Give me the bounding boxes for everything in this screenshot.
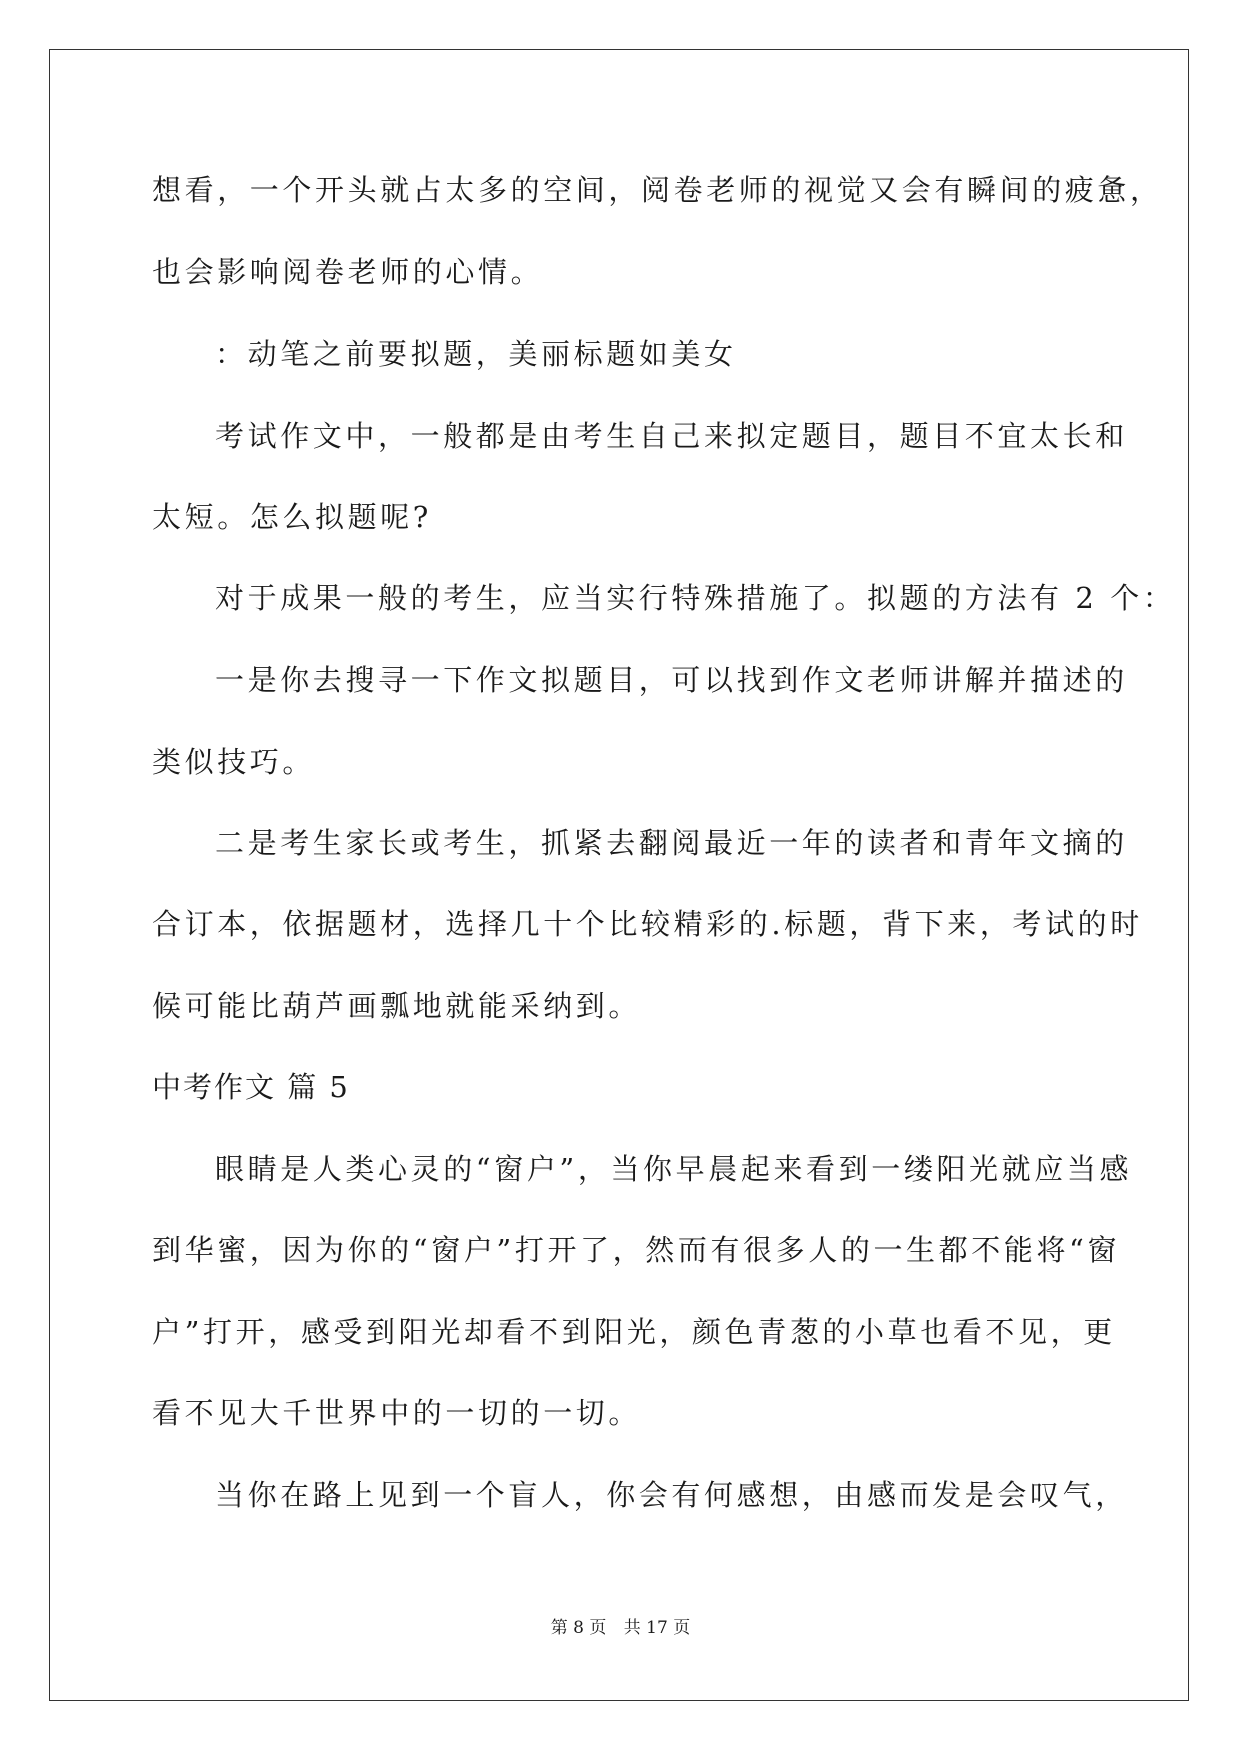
- section-heading: 中考作文 篇 5: [152, 1070, 350, 1104]
- text-line: 看不见大千世界中的一切的一切。: [152, 1396, 642, 1430]
- text-line: 户”打开，感受到阳光却看不到阳光，颜色青葱的小草也看不见，更: [152, 1315, 1116, 1349]
- text-line: 当你在路上见到一个盲人，你会有何感想，由感而发是会叹气，: [215, 1478, 1128, 1512]
- page-border: [49, 49, 1189, 1701]
- subheading: ：动笔之前要拟题，美丽标题如美女: [215, 337, 737, 371]
- text-line: 太短。怎么拟题呢?: [152, 500, 432, 534]
- text-line: 眼睛是人类心灵的“窗户”，当你早晨起来看到一缕阳光就应当感: [215, 1152, 1133, 1186]
- text-line: 考试作文中，一般都是由考生自己来拟定题目，题目不宜太长和: [215, 419, 1128, 453]
- text-line: 也会影响阅卷老师的心情。: [152, 255, 544, 289]
- text-line: 候可能比葫芦画瓢地就能采纳到。: [152, 989, 642, 1023]
- page-number: 第 8 页: [550, 1618, 607, 1638]
- text-line: 二是考生家长或考生，抓紧去翻阅最近一年的读者和青年文摘的: [215, 826, 1128, 860]
- text-line: 到华蜜，因为你的“窗户”打开了，然而有很多人的一生都不能将“窗: [152, 1233, 1121, 1267]
- text-line: 类似技巧。: [152, 745, 316, 779]
- text-line: 一是你去搜寻一下作文拟题目，可以找到作文老师讲解并描述的: [215, 663, 1128, 697]
- text-line: 想看，一个开头就占太多的空间，阅卷老师的视觉又会有瞬间的疲惫，: [152, 173, 1163, 207]
- text-line: 合订本，依据题材，选择几十个比较精彩的.标题，背下来，考试的时: [152, 907, 1143, 941]
- text-line: 对于成果一般的考生，应当实行特殊措施了。拟题的方法有 2 个：: [215, 581, 1176, 615]
- page-footer: [0, 1613, 1241, 1638]
- page-total: 共 17 页: [623, 1618, 691, 1638]
